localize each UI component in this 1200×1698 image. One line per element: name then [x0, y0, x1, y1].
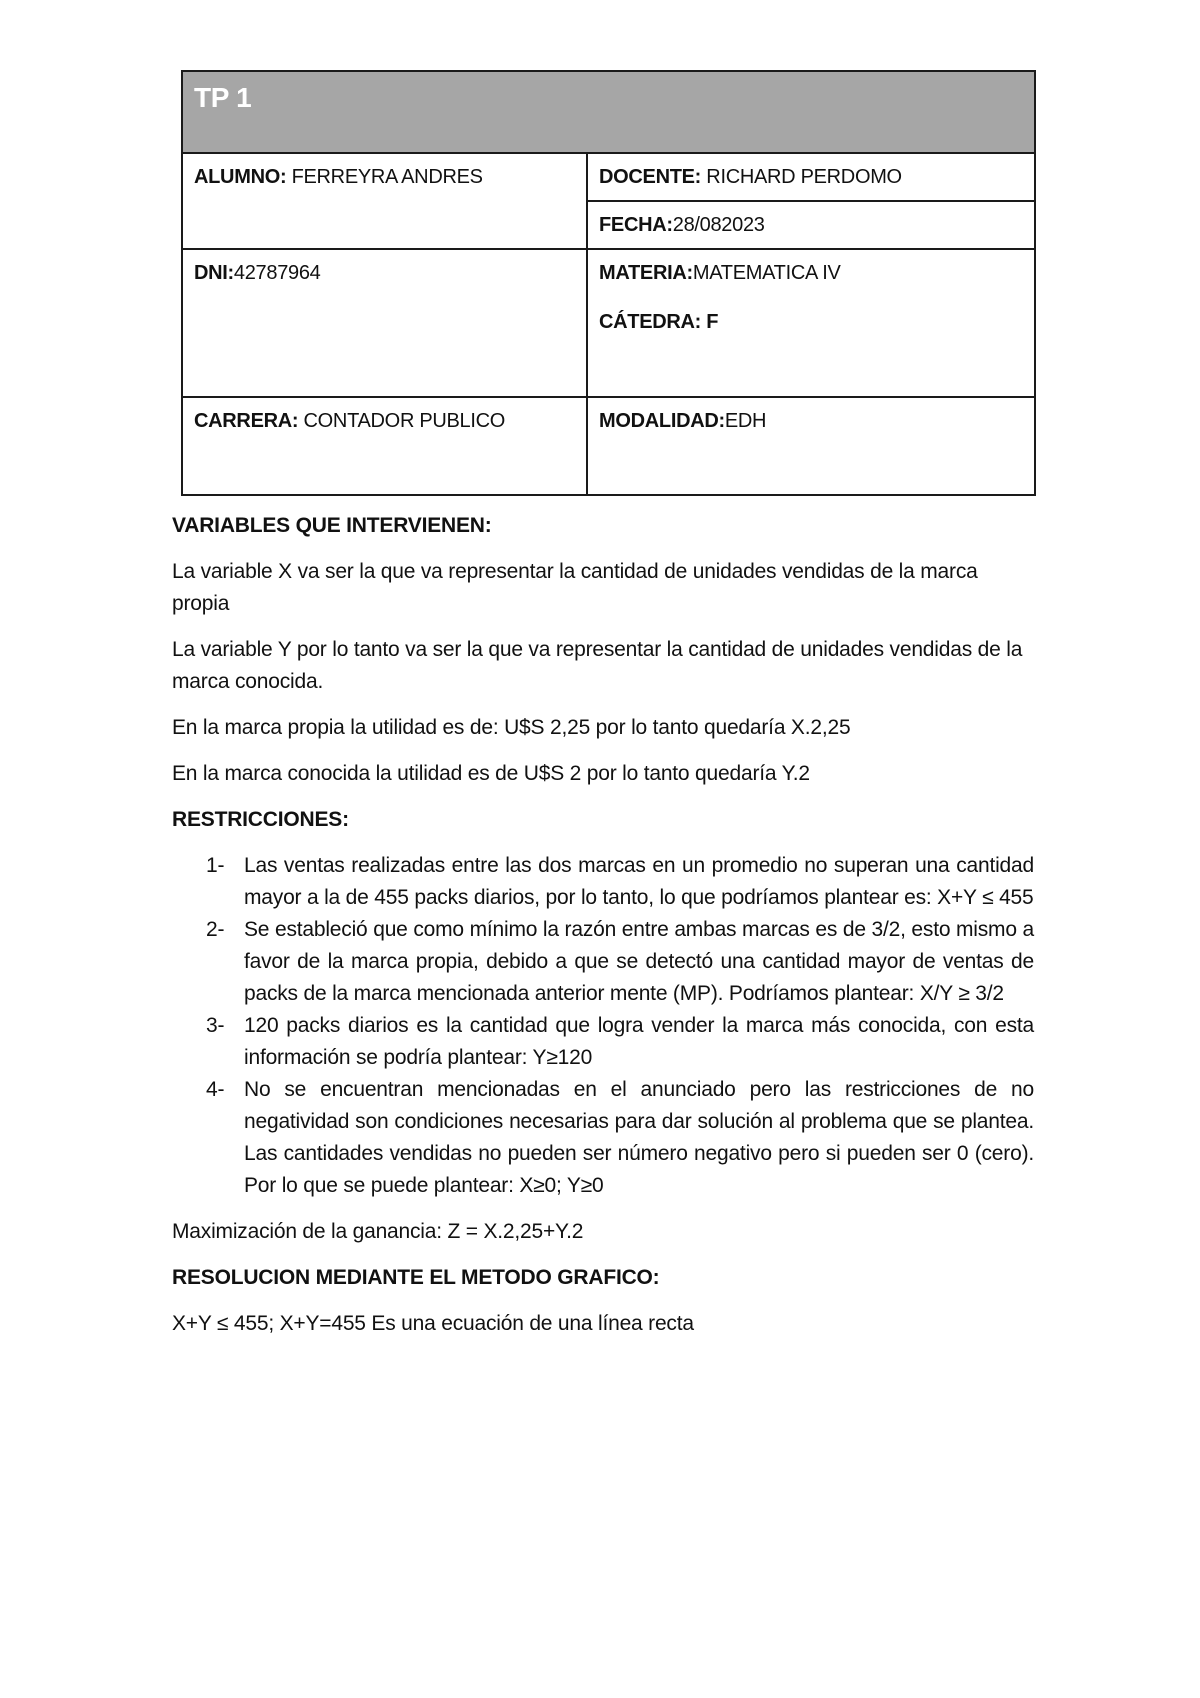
- variables-heading: VARIABLES QUE INTERVIENEN:: [172, 514, 492, 537]
- dni-value: 42787964: [233, 262, 321, 284]
- list-item-text: 120 packs diarios es la cantidad que logra vender la marca más conocida, con esta información se podría plantear: Y≥120: [244, 1014, 1034, 1069]
- list-item-number: 3-: [206, 1014, 225, 1037]
- maximizacion-paragraph: Maximización de la ganancia: Z = X.2,25+Y.2: [172, 1220, 584, 1243]
- catedra-value: F: [701, 311, 719, 333]
- list-item-number: 4-: [206, 1078, 225, 1101]
- fecha-value: 28/082023: [672, 214, 765, 236]
- fecha-label: FECHA:: [599, 214, 673, 236]
- alumno-cell: [182, 153, 587, 249]
- carrera-cell: [182, 397, 587, 495]
- list-item-number: 2-: [206, 918, 225, 941]
- alumno-value: FERREYRA ANDRES: [286, 166, 483, 188]
- modalidad-value: EDH: [724, 410, 767, 432]
- materia-label: MATERIA:: [599, 262, 693, 284]
- document-body: [172, 510, 1034, 1354]
- list-item: [172, 914, 1034, 1010]
- docente-label: DOCENTE:: [599, 166, 702, 188]
- ecuacion-paragraph: X+Y ≤ 455; X+Y=455 Es una ecuación de una línea recta: [172, 1312, 694, 1335]
- fecha-cell: [587, 201, 1035, 249]
- carrera-label: CARRERA:: [194, 410, 299, 432]
- catedra-label: CÁTEDRA:: [599, 311, 702, 333]
- utilidad-propia-paragraph: En la marca propia la utilidad es de: U$S 2,25 por lo tanto quedaría X.2,25: [172, 716, 851, 739]
- list-item-text: No se encuentran mencionadas en el anunciado pero las restricciones de no negatividad son condiciones necesarias para dar solución al problema que se plantea. Las cantidades vendidas no pueden ser número negativo pero si pueden ser 0 (cero). Por lo que se puede plantear: X≥0; Y≥0: [244, 1078, 1034, 1197]
- list-item: [172, 850, 1034, 914]
- restricciones-list: [172, 850, 1034, 1202]
- resolucion-heading: RESOLUCION MEDIANTE EL METODO GRAFICO:: [172, 1266, 660, 1289]
- restricciones-heading: RESTRICCIONES:: [172, 808, 349, 831]
- list-item-number: 1-: [206, 854, 225, 877]
- list-item-text: Las ventas realizadas entre las dos marcas en un promedio no superan una cantidad mayor a la de 455 packs diarios, por lo tanto, lo que podríamos plantear es: X+Y ≤ 455: [244, 854, 1034, 909]
- carrera-value: CONTADOR PUBLICO: [298, 410, 506, 432]
- alumno-label: ALUMNO:: [194, 166, 287, 188]
- modalidad-cell: [587, 397, 1035, 495]
- utilidad-conocida-paragraph: En la marca conocida la utilidad es de U$S 2 por lo tanto quedaría Y.2: [172, 762, 810, 785]
- header-table: [181, 70, 1036, 496]
- list-item: [172, 1010, 1034, 1074]
- list-item: [172, 1074, 1034, 1202]
- docente-cell: [587, 153, 1035, 201]
- variable-y-paragraph: La variable Y por lo tanto va ser la que va representar la cantidad de unidades vendidas de la marca conocida.: [172, 638, 1023, 693]
- dni-cell: [182, 249, 587, 397]
- dni-label: DNI:: [194, 262, 234, 284]
- modalidad-label: MODALIDAD:: [599, 410, 725, 432]
- materia-value: MATEMATICA IV: [692, 262, 841, 284]
- materia-cell: [587, 249, 1035, 397]
- list-item-text: Se estableció que como mínimo la razón entre ambas marcas es de 3/2, esto mismo a favor de la marca propia, debido a que se detectó una cantidad mayor de ventas de packs de la marca mencionada anterior mente (MP). Podríamos plantear: X/Y ≥ 3/2: [244, 918, 1034, 1005]
- page-title: TP 1: [194, 82, 252, 113]
- variable-x-paragraph: La variable X va ser la que va representar la cantidad de unidades vendidas de la marca propia: [172, 560, 978, 615]
- title-cell: [182, 71, 1035, 153]
- docente-value: RICHARD PERDOMO: [701, 166, 902, 188]
